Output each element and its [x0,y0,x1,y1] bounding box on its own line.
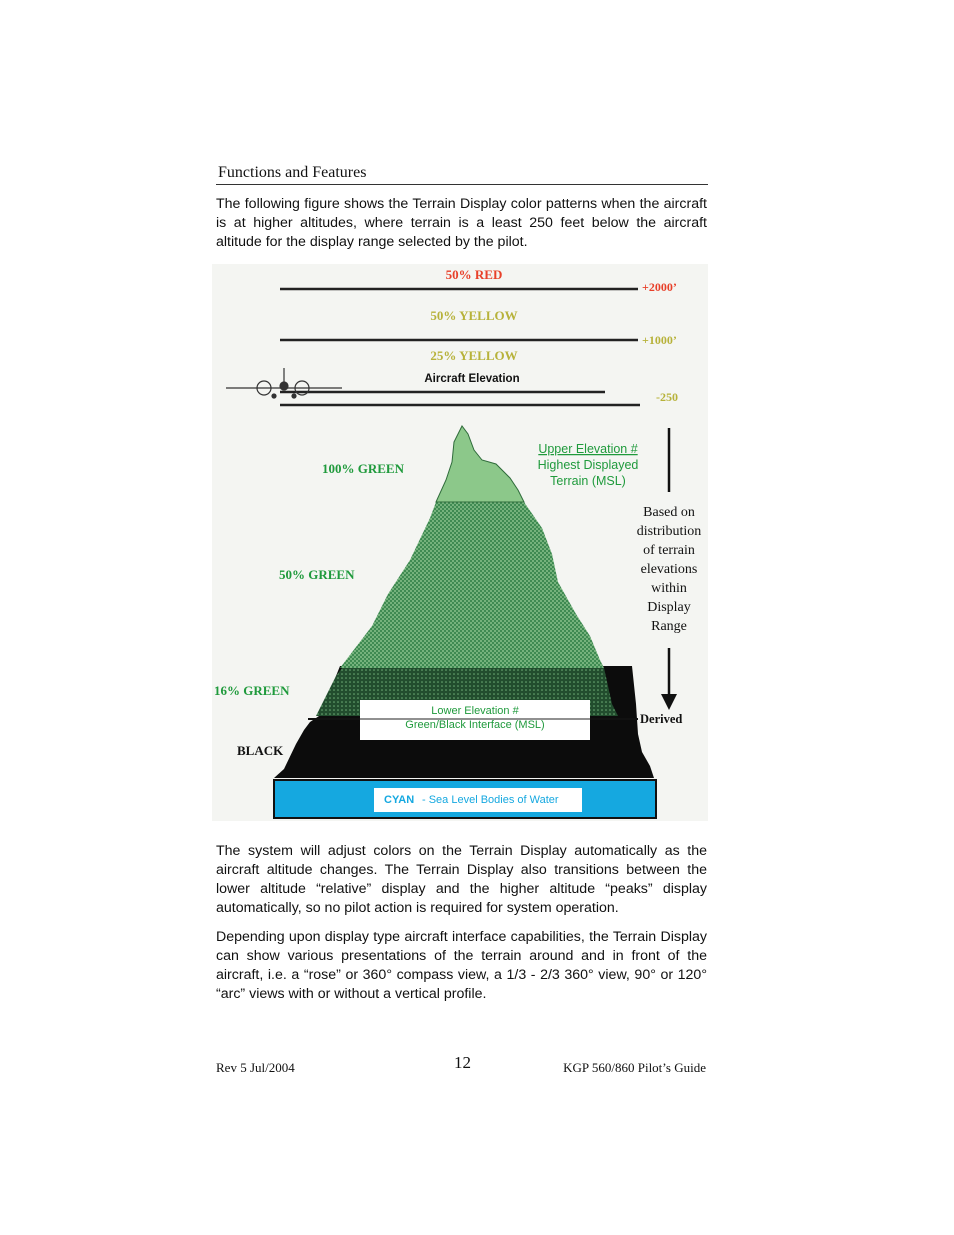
black-label: BLACK [237,743,284,758]
range-arrow-head [661,694,677,710]
aircraft-elevation-label: Aircraft Elevation [424,373,520,385]
based-on-line7: Range [651,619,687,634]
based-on-line2: distribution [636,524,702,539]
alt-minus250-label: -250 [656,390,678,404]
green50-label: 50% GREEN [279,567,355,582]
band-yellow50-label: 50% YELLOW [430,308,518,323]
green100-label: 100% GREEN [322,461,404,476]
upper-elevation-line3: Terrain (MSL) [550,474,626,488]
terrain-50pct-green-zone [340,502,604,668]
based-on-line4: elevations [640,562,698,577]
derived-label: Derived [640,712,683,726]
lower-elevation-line2: Green/Black Interface (MSL) [405,719,545,731]
display-presentations-paragraph: Depending upon display type aircraft interface capabilities, the Terrain Display can show various presentations of the terrain around and in front of the aircraft, i.e. a “rose” or 360° compass view, a 1/3 - 2/3 360° view, 90° or 120° “arc” views with or without a vertical profile. [216,929,707,1002]
band-red-label: 50% RED [445,267,503,282]
section-title: Functions and Features [218,164,367,181]
adjust-colors-paragraph: The system will adjust colors on the Terrain Display automatically as the aircraft altitude changes. The Terrain Display also transitions between the lower altitude “relative” display and the higher altitude “peaks” display automatically, so no pilot action is required for system operation. [216,843,707,916]
green16-label: 16% GREEN [214,683,290,698]
alt-plus1000-label: +1000’ [642,333,677,347]
upper-elevation-line1: Upper Elevation # [538,442,638,456]
based-on-line1: Based on [643,505,695,520]
cyan-description: - Sea Level Bodies of Water [422,794,559,806]
band-yellow25-label: 25% YELLOW [430,348,518,363]
lower-elevation-line1: Lower Elevation # [431,705,519,717]
alt-plus2000-label: +2000’ [642,280,677,294]
based-on-line3: of terrain [643,543,695,558]
footer-revision: Rev 5 Jul/2004 [216,1060,295,1075]
upper-elevation-line2: Highest Displayed [537,458,639,472]
page-number: 12 [454,1053,471,1072]
based-on-line6: Display [647,600,691,615]
based-on-line5: within [651,581,687,596]
intro-paragraph: The following figure shows the Terrain Display color patterns when the aircraft is at higher altitudes, where terrain is a least 250 feet below the aircraft altitude for the display range selected by the pilot. [216,196,707,250]
footer-guide-title: KGP 560/860 Pilot’s Guide [563,1060,706,1075]
airplane-icon [226,368,342,398]
terrain-100pct-green-zone [436,426,524,502]
cyan-label: CYAN [384,794,415,806]
terrain-color-figure [212,264,708,821]
section-header [216,162,708,185]
